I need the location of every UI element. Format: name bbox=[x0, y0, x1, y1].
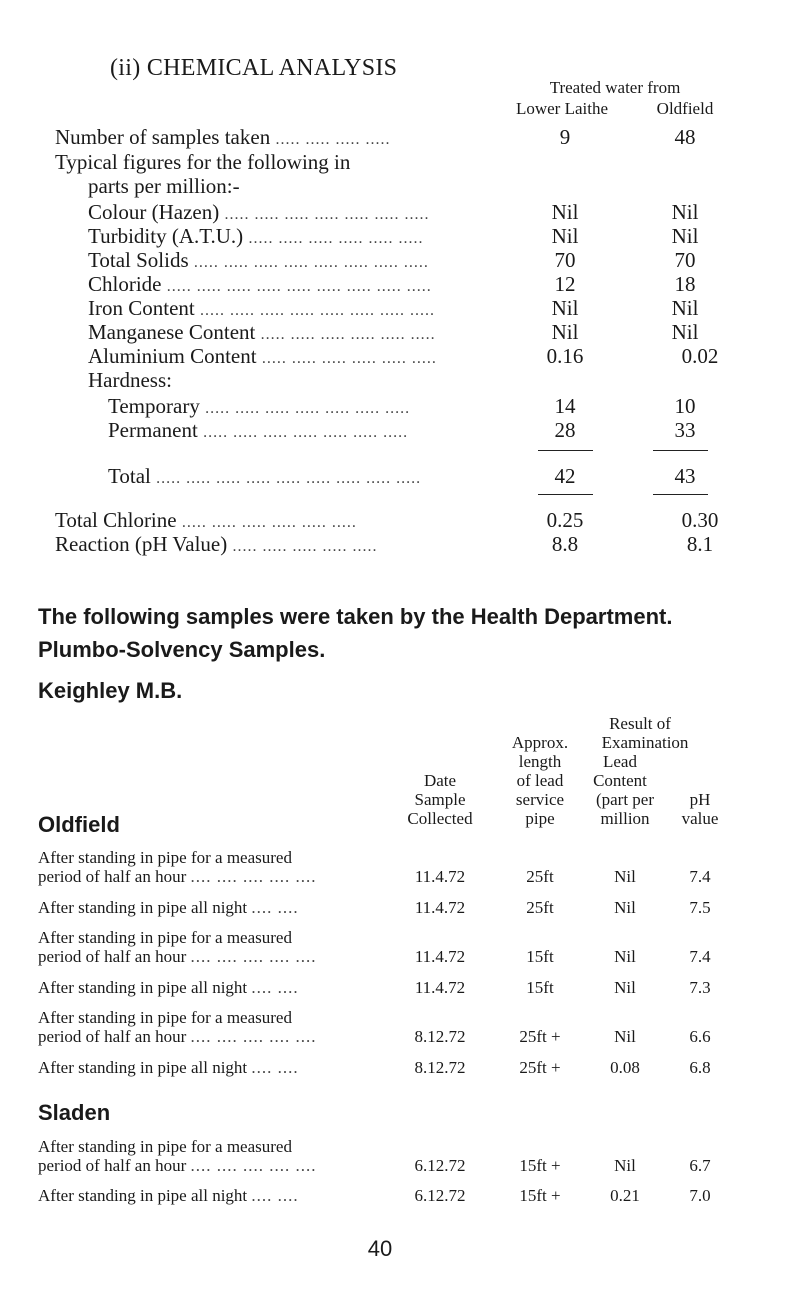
sample-date: 11.4.72 bbox=[414, 978, 466, 997]
hdr-examination: Examination bbox=[601, 733, 689, 752]
total-chlorine-row bbox=[55, 508, 357, 533]
sample-description: period of half an hour .... .... .... .... .... bbox=[38, 867, 317, 886]
sample-lead-content: Nil bbox=[614, 978, 636, 997]
hardness-label: Hardness: bbox=[88, 368, 172, 392]
analysis-value-oldfield: Nil bbox=[671, 296, 699, 320]
sum-rule-lower-laithe bbox=[538, 450, 593, 451]
sample-date: 6.12.72 bbox=[414, 1156, 466, 1175]
leader-dots: ..... ..... ..... ..... ..... ..... ..... ..... ..... bbox=[156, 470, 422, 487]
analysis-value-oldfield: 70 bbox=[674, 248, 696, 272]
sample-lead-content: Nil bbox=[614, 1027, 636, 1046]
hdr-date: Date bbox=[423, 771, 457, 790]
analysis-label: Iron Content bbox=[88, 296, 195, 320]
total-chlorine-lower-laithe: 0.25 bbox=[546, 508, 584, 532]
leader-dots: .... .... bbox=[251, 978, 299, 997]
typical-figures-line1: Typical figures for the following in bbox=[55, 150, 351, 174]
analysis-label: Chloride bbox=[88, 272, 162, 296]
hdr-content: Content bbox=[593, 771, 647, 790]
analysis-value-lower-laithe: Nil bbox=[551, 224, 579, 248]
sample-lead-content: Nil bbox=[614, 867, 636, 886]
total-rule-oldfield bbox=[653, 494, 708, 495]
sample-description: After standing in pipe all night .... .... bbox=[38, 898, 299, 917]
sample-description: period of half an hour .... .... .... .... .... bbox=[38, 1027, 317, 1046]
sample-date: 11.4.72 bbox=[414, 898, 466, 917]
analysis-value-lower-laithe: Nil bbox=[551, 320, 579, 344]
sample-pipe-length: 15ft + bbox=[519, 1156, 561, 1175]
analysis-label: Total Solids bbox=[88, 248, 189, 272]
sample-description: period of half an hour .... .... .... .... .... bbox=[38, 1156, 317, 1175]
leader-dots: .... .... .... .... .... bbox=[190, 1027, 317, 1046]
leader-dots: ..... ..... ..... ..... ..... ..... ..... ..... ..... bbox=[166, 278, 432, 295]
analysis-value-oldfield: 0.02 bbox=[681, 344, 719, 368]
leader-dots: ..... ..... ..... ..... bbox=[275, 131, 391, 148]
sample-lead-content: Nil bbox=[614, 898, 636, 917]
sample-ph: 7.3 bbox=[689, 978, 711, 997]
sample-date: 8.12.72 bbox=[414, 1027, 466, 1046]
treated-water-header: Treated water from bbox=[549, 78, 681, 97]
sample-description: After standing in pipe for a measured bbox=[38, 1008, 292, 1027]
analysis-label: Manganese Content bbox=[88, 320, 256, 344]
section-title: (ii) CHEMICAL ANALYSIS bbox=[110, 55, 398, 81]
hardness-total-row bbox=[108, 464, 421, 489]
sample-ph: 6.6 bbox=[689, 1027, 711, 1046]
sample-ph: 6.7 bbox=[689, 1156, 711, 1175]
leader-dots: ..... ..... ..... ..... ..... ..... ..... bbox=[224, 206, 430, 223]
analysis-label: Total bbox=[108, 464, 151, 488]
leader-dots: .... .... bbox=[251, 1058, 299, 1077]
analysis-value-lower-laithe: 70 bbox=[554, 248, 576, 272]
analysis-row bbox=[88, 272, 432, 297]
leader-dots: .... .... bbox=[251, 1186, 299, 1205]
hdr-value: value bbox=[681, 809, 719, 828]
sample-pipe-length: 15ft + bbox=[519, 1186, 561, 1205]
page-number: 40 bbox=[367, 1236, 393, 1261]
leader-dots: ..... ..... ..... ..... ..... ..... bbox=[261, 350, 437, 367]
health-department-statement: The following samples were taken by the Health Department. bbox=[38, 604, 673, 629]
reaction-oldfield: 8.1 bbox=[686, 532, 714, 556]
total-rule-lower-laithe bbox=[538, 494, 593, 495]
hdr-part-per: (part per bbox=[595, 790, 655, 809]
analysis-value-lower-laithe: 12 bbox=[554, 272, 576, 296]
hdr-result-of: Result of bbox=[609, 714, 671, 733]
sample-description: After standing in pipe all night .... .... bbox=[38, 1058, 299, 1077]
sample-date: 6.12.72 bbox=[414, 1186, 466, 1205]
analysis-label: Colour (Hazen) bbox=[88, 200, 220, 224]
hardness-temporary-row bbox=[108, 394, 410, 419]
reaction-ph-row bbox=[55, 532, 377, 557]
hdr-lead: Lead bbox=[603, 752, 637, 771]
permanent-oldfield: 33 bbox=[674, 418, 696, 442]
analysis-value-oldfield: Nil bbox=[671, 224, 699, 248]
sample-pipe-length: 25ft + bbox=[519, 1027, 561, 1046]
leader-dots: ..... ..... ..... ..... ..... ..... bbox=[181, 514, 357, 531]
hdr-service: service bbox=[515, 790, 565, 809]
sample-pipe-length: 25ft bbox=[526, 867, 554, 886]
sample-description: period of half an hour .... .... .... .... .... bbox=[38, 947, 317, 966]
sample-pipe-length: 15ft bbox=[526, 978, 554, 997]
sample-ph: 7.0 bbox=[689, 1186, 711, 1205]
samples-label: Number of samples taken bbox=[55, 125, 271, 149]
analysis-row bbox=[88, 200, 429, 225]
col-lower-laithe-header: Lower Laithe bbox=[515, 99, 609, 118]
leader-dots: .... .... .... .... .... bbox=[190, 947, 317, 966]
analysis-row bbox=[88, 320, 436, 345]
typical-figures-line2: parts per million:- bbox=[88, 174, 240, 198]
sample-description: After standing in pipe for a measured bbox=[38, 928, 292, 947]
sample-date: 8.12.72 bbox=[414, 1058, 466, 1077]
sample-pipe-length: 25ft bbox=[526, 898, 554, 917]
hdr-pipe: pipe bbox=[525, 809, 555, 828]
sample-description: After standing in pipe all night .... .... bbox=[38, 1186, 299, 1205]
analysis-row bbox=[88, 296, 435, 321]
temporary-oldfield: 10 bbox=[674, 394, 696, 418]
analysis-row bbox=[88, 344, 437, 369]
leader-dots: .... .... .... .... .... bbox=[190, 1156, 317, 1175]
leader-dots: .... .... bbox=[251, 898, 299, 917]
sample-date: 11.4.72 bbox=[414, 947, 466, 966]
sample-description: After standing in pipe for a measured bbox=[38, 848, 292, 867]
oldfield-heading: Oldfield bbox=[38, 812, 120, 837]
analysis-label: Permanent bbox=[108, 418, 198, 442]
leader-dots: ..... ..... ..... ..... ..... ..... bbox=[248, 230, 424, 247]
plumbo-solvency-title: Plumbo-Solvency Samples. bbox=[38, 637, 326, 662]
sample-ph: 7.4 bbox=[689, 947, 711, 966]
hdr-approx: Approx. bbox=[511, 733, 569, 752]
keighley-heading: Keighley M.B. bbox=[38, 678, 183, 703]
sladen-heading: Sladen bbox=[38, 1100, 111, 1125]
leader-dots: .... .... .... .... .... bbox=[190, 867, 317, 886]
analysis-row bbox=[88, 224, 423, 249]
analysis-value-lower-laithe: Nil bbox=[551, 296, 579, 320]
temporary-lower-laithe: 14 bbox=[554, 394, 576, 418]
sample-description: After standing in pipe for a measured bbox=[38, 1137, 292, 1156]
leader-dots: ..... ..... ..... ..... ..... ..... ..... bbox=[205, 400, 411, 417]
sample-pipe-length: 15ft bbox=[526, 947, 554, 966]
leader-dots: ..... ..... ..... ..... ..... ..... ..... bbox=[203, 424, 409, 441]
leader-dots: ..... ..... ..... ..... ..... ..... ..... ..... bbox=[193, 254, 429, 271]
permanent-lower-laithe: 28 bbox=[554, 418, 576, 442]
hdr-million: million bbox=[600, 809, 650, 828]
sample-lead-content: Nil bbox=[614, 947, 636, 966]
hdr-length: length bbox=[518, 752, 562, 771]
sample-ph: 7.5 bbox=[689, 898, 711, 917]
analysis-label: Total Chlorine bbox=[55, 508, 177, 532]
hardness-permanent-row bbox=[108, 418, 408, 443]
sum-rule-oldfield bbox=[653, 450, 708, 451]
sample-ph: 7.4 bbox=[689, 867, 711, 886]
analysis-row bbox=[88, 248, 429, 273]
total-oldfield: 43 bbox=[674, 464, 696, 488]
analysis-value-oldfield: Nil bbox=[671, 200, 699, 224]
analysis-label: Reaction (pH Value) bbox=[55, 532, 228, 556]
sample-pipe-length: 25ft + bbox=[519, 1058, 561, 1077]
leader-dots: ..... ..... ..... ..... ..... ..... ..... ..... bbox=[199, 302, 435, 319]
sample-ph: 6.8 bbox=[689, 1058, 711, 1077]
analysis-value-lower-laithe: Nil bbox=[551, 200, 579, 224]
analysis-value-oldfield: 18 bbox=[674, 272, 696, 296]
samples-oldfield: 48 bbox=[674, 125, 696, 149]
samples-row bbox=[55, 125, 390, 150]
sample-lead-content: 0.21 bbox=[610, 1186, 640, 1205]
total-lower-laithe: 42 bbox=[554, 464, 576, 488]
leader-dots: ..... ..... ..... ..... ..... bbox=[232, 538, 378, 555]
hdr-ph: pH bbox=[689, 790, 711, 809]
analysis-value-lower-laithe: 0.16 bbox=[546, 344, 584, 368]
analysis-label: Aluminium Content bbox=[88, 344, 257, 368]
analysis-label: Temporary bbox=[108, 394, 200, 418]
leader-dots: ..... ..... ..... ..... ..... ..... bbox=[260, 326, 436, 343]
sample-date: 11.4.72 bbox=[414, 867, 466, 886]
col-oldfield-header: Oldfield bbox=[656, 99, 714, 118]
hdr-sample: Sample bbox=[414, 790, 466, 809]
samples-lower-laithe: 9 bbox=[559, 125, 571, 149]
sample-lead-content: 0.08 bbox=[610, 1058, 640, 1077]
total-chlorine-oldfield: 0.30 bbox=[681, 508, 719, 532]
hdr-collected: Collected bbox=[407, 809, 473, 828]
sample-lead-content: Nil bbox=[614, 1156, 636, 1175]
reaction-lower-laithe: 8.8 bbox=[551, 532, 579, 556]
hdr-of-lead: of lead bbox=[516, 771, 564, 790]
sample-description: After standing in pipe all night .... .... bbox=[38, 978, 299, 997]
analysis-value-oldfield: Nil bbox=[671, 320, 699, 344]
analysis-label: Turbidity (A.T.U.) bbox=[88, 224, 244, 248]
